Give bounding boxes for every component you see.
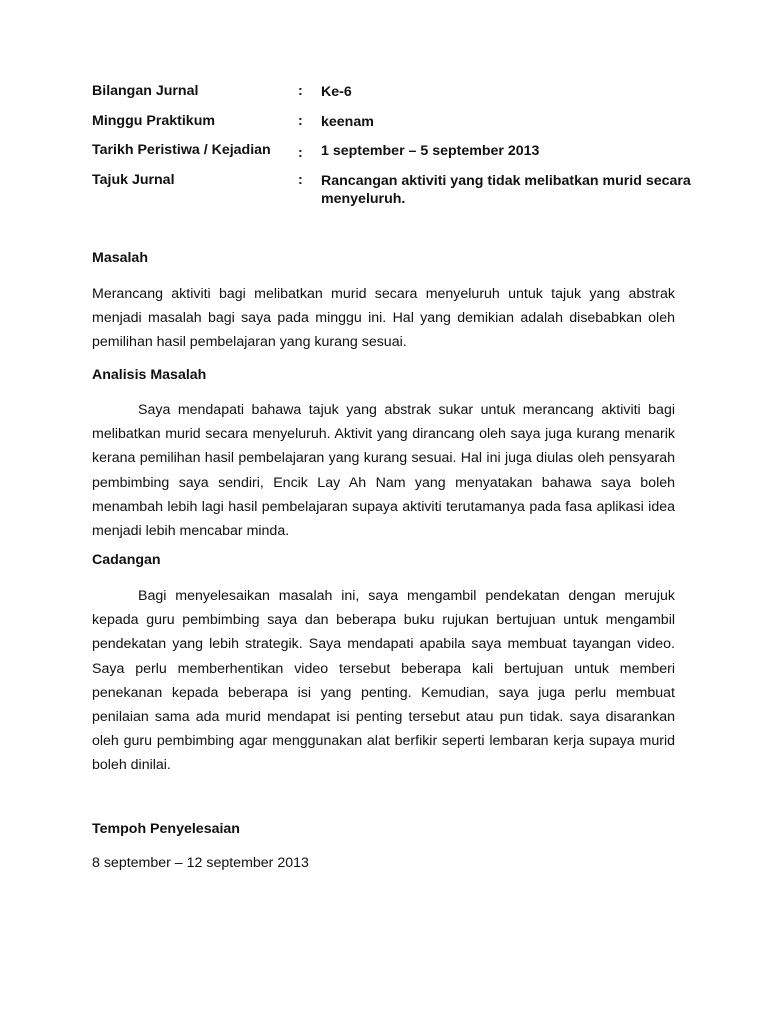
section-body-tempoh-penyelesaian: 8 september – 12 september 2013	[92, 855, 309, 871]
section-heading-analisis-masalah: Analisis Masalah	[92, 367, 207, 383]
info-label: Tajuk Jurnal	[92, 172, 175, 188]
info-label: Bilangan Jurnal	[92, 83, 199, 99]
info-colon: :	[298, 172, 303, 188]
info-value: Ke-6	[321, 84, 352, 100]
info-label: Minggu Praktikum	[92, 113, 215, 129]
info-colon: :	[298, 83, 303, 99]
section-body-cadangan: Bagi menyelesaikan masalah ini, saya mengambil pendekatan dengan merujuk kepada guru pembimbing saya dan beberapa buku rujukan bertujuan untuk mengambil pendekatan yang lebih strategik. Saya mendapati apabila saya membuat tayangan video. Saya perlu memberhentikan video tersebut beberapa kali bertujuan untuk memberi penekanan kepada beberapa isi yang penting. Kemudian, saya juga perlu membuat penilaian sama ada murid mendapat isi penting tersebut atau pun tidak. saya disarankan oleh guru pembimbing agar menggunakan alat berfikir seperti lembaran kerja supaya murid boleh dinilai.	[92, 588, 675, 774]
section-heading-tempoh-penyelesaian: Tempoh Penyelesaian	[92, 821, 240, 837]
info-colon: :	[298, 113, 303, 129]
info-colon: :	[298, 145, 303, 161]
info-value: keenam	[321, 114, 374, 130]
section-body-masalah: Merancang aktiviti bagi melibatkan murid secara menyeluruh untuk tajuk yang abstrak menjadi masalah bagi saya pada minggu ini. Hal yang demikian adalah disebabkan oleh pemilihan hasil pembelajaran yang kurang sesuai.	[92, 286, 675, 351]
section-body-analisis-masalah: Saya mendapati bahawa tajuk yang abstrak sukar untuk merancang aktiviti bagi melibatkan murid secara menyeluruh. Aktivit yang dirancang oleh saya juga kurang menarik kerana pemilihan hasil pembelajaran yang kurang sesuai. Hal ini juga diulas oleh pensyarah pembimbing saya sendiri, Encik Lay Ah Nam yang menyatakan bahawa saya boleh menambah lebih lagi hasil pembelajaran supaya aktiviti terutamanya pada fasa aplikasi idea menjadi lebih mencabar minda.	[92, 402, 675, 540]
info-value: 1 september – 5 september 2013	[321, 143, 540, 159]
info-value: Rancangan aktiviti yang tidak melibatkan murid secara menyeluruh.	[321, 173, 691, 207]
section-heading-cadangan: Cadangan	[92, 552, 161, 568]
info-label: Tarikh Peristiwa / Kejadian	[92, 142, 271, 158]
section-heading-masalah: Masalah	[92, 250, 148, 266]
